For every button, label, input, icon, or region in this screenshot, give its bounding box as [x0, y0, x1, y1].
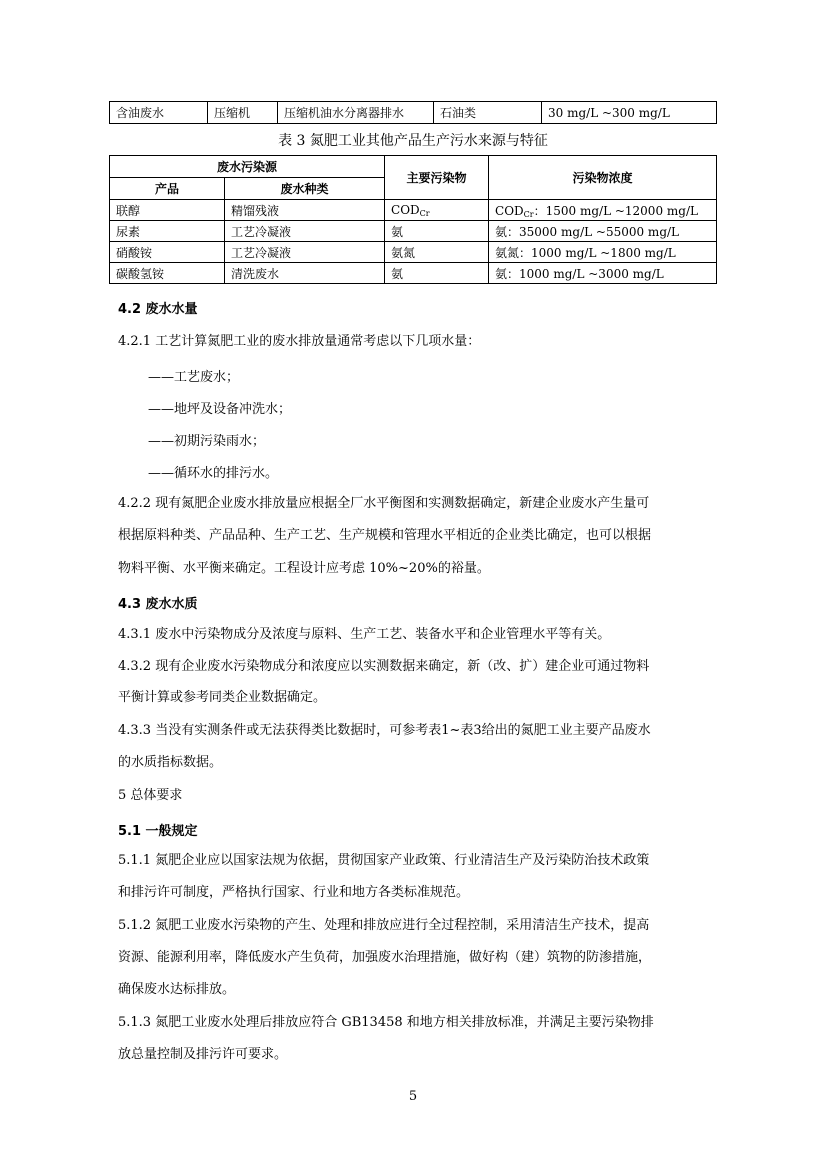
- cell-type: 工艺冷凝液: [225, 242, 385, 263]
- paragraph-4-2-1: 4.2.1 工艺计算氮肥工业的废水排放量通常考虑以下几项水量：: [118, 334, 481, 349]
- table-header-row: [110, 156, 717, 178]
- paragraph-5-1-2-line3: 确保废水达标排放。: [118, 982, 236, 997]
- cod-subscript: Cr: [523, 209, 534, 219]
- paragraph-4-3-3-line1: 4.3.3 当没有实测条件或无法获得类比数据时，可参考表1~表3给出的氮肥工业主要产品废水: [118, 723, 651, 738]
- table-row: [110, 221, 717, 242]
- section-5-heading: 5 总体要求: [118, 788, 183, 803]
- table-cell: 石油类: [434, 102, 542, 124]
- cell-pollutant: 氨氮: [385, 242, 489, 263]
- section-4-2-heading: 4.2 废水水量: [118, 302, 198, 317]
- paragraph-5-1-1-line2: 和排污许可制度，严格执行国家、行业和地方各类标准规范。: [118, 885, 470, 900]
- table-row: [110, 102, 717, 124]
- table-row: [110, 200, 717, 221]
- list-item: ——地坪及设备冲洗水；: [148, 402, 292, 417]
- cell-type: 清洗废水: [225, 263, 385, 284]
- table3-caption: 表 3 氮肥工业其他产品生产污水来源与特征: [278, 133, 548, 149]
- paragraph-5-1-2-line2: 资源、能源利用率，降低废水产生负荷，加强废水治理措施，做好构（建）筑物的防渗措施，: [118, 950, 652, 965]
- cod-label: COD: [495, 203, 524, 218]
- cell-type: 精馏残液: [225, 200, 385, 221]
- table3: [109, 155, 717, 284]
- cell-type: 工艺冷凝液: [225, 221, 385, 242]
- table-cell: 压缩机油水分离器排水: [278, 102, 434, 124]
- paragraph-4-3-3-line2: 的水质指标数据。: [118, 755, 223, 770]
- header-concentration: 污染物浓度: [489, 156, 717, 200]
- list-item: ——初期污染雨水；: [148, 434, 266, 449]
- cell-concentration: 氨氮：1000 mg/L ~1800 mg/L: [489, 242, 717, 263]
- table-cell: 30 mg/L ~300 mg/L: [542, 102, 717, 124]
- conc-value: ：1500 mg/L ~12000 mg/L: [533, 203, 698, 218]
- header-wastewater-type: 废水种类: [225, 178, 385, 200]
- cell-product: 碳酸氢铵: [110, 263, 225, 284]
- cell-concentration: [489, 200, 717, 221]
- cell-product: 联醇: [110, 200, 225, 221]
- table-continued: [109, 101, 717, 124]
- page-number: 5: [408, 1089, 418, 1104]
- list-item: ——循环水的排污水。: [148, 466, 279, 481]
- cell-pollutant: 氨: [385, 263, 489, 284]
- cell-product: 尿素: [110, 221, 225, 242]
- table-row: [110, 242, 717, 263]
- paragraph-5-1-3-line1: 5.1.3 氮肥工业废水处理后排放应符合 GB13458 和地方相关排放标准，并满足主要污染物排: [118, 1015, 654, 1030]
- cell-product: 硝酸铵: [110, 242, 225, 263]
- paragraph-5-1-1-line1: 5.1.1 氮肥企业应以国家法规为依据，贯彻国家产业政策、行业清洁生产及污染防治技术政策: [118, 853, 650, 868]
- cell-concentration: 氨：35000 mg/L ~55000 mg/L: [489, 221, 717, 242]
- cell-concentration: 氨：1000 mg/L ~3000 mg/L: [489, 263, 717, 284]
- header-pollutant: 主要污染物: [385, 156, 489, 200]
- paragraph-4-3-1: 4.3.1 废水中污染物成分及浓度与原料、生产工艺、装备水平和企业管理水平等有关。: [118, 627, 611, 642]
- section-4-3-heading: 4.3 废水水质: [118, 597, 198, 612]
- paragraph-4-3-2-line2: 平衡计算或参考同类企业数据确定。: [118, 690, 327, 705]
- header-product: 产品: [110, 178, 225, 200]
- section-5-1-heading: 5.1 一般规定: [118, 824, 198, 839]
- paragraph-4-3-2-line1: 4.3.2 现有企业废水污染物成分和浓度应以实测数据来确定，新（改、扩）建企业可通过物料: [118, 659, 650, 674]
- table-cell: 含油废水: [110, 102, 208, 124]
- cell-pollutant: 氨: [385, 221, 489, 242]
- paragraph-5-1-2-line1: 5.1.2 氮肥工业废水污染物的产生、处理和排放应进行全过程控制，采用清洁生产技术，提高: [118, 918, 650, 933]
- table-cell: 压缩机: [208, 102, 278, 124]
- table-row: [110, 263, 717, 284]
- cod-label: COD: [391, 202, 420, 217]
- paragraph-4-2-2-line1: 4.2.2 现有氮肥企业废水排放量应根据全厂水平衡图和实测数据确定，新建企业废水产生量可: [118, 496, 650, 511]
- paragraph-4-2-2-line3: 物料平衡、水平衡来确定。工程设计应考虑 10%~20%的裕量。: [118, 561, 490, 576]
- cod-subscript: Cr: [419, 208, 430, 218]
- list-item: ——工艺废水；: [148, 370, 240, 385]
- paragraph-4-2-2-line2: 根据原料种类、产品品种、生产工艺、生产规模和管理水平相近的企业类比确定，也可以根据: [118, 528, 652, 543]
- header-group-source: 废水污染源: [110, 156, 385, 178]
- cell-pollutant: [385, 200, 489, 221]
- paragraph-5-1-3-line2: 放总量控制及排污许可要求。: [118, 1047, 288, 1062]
